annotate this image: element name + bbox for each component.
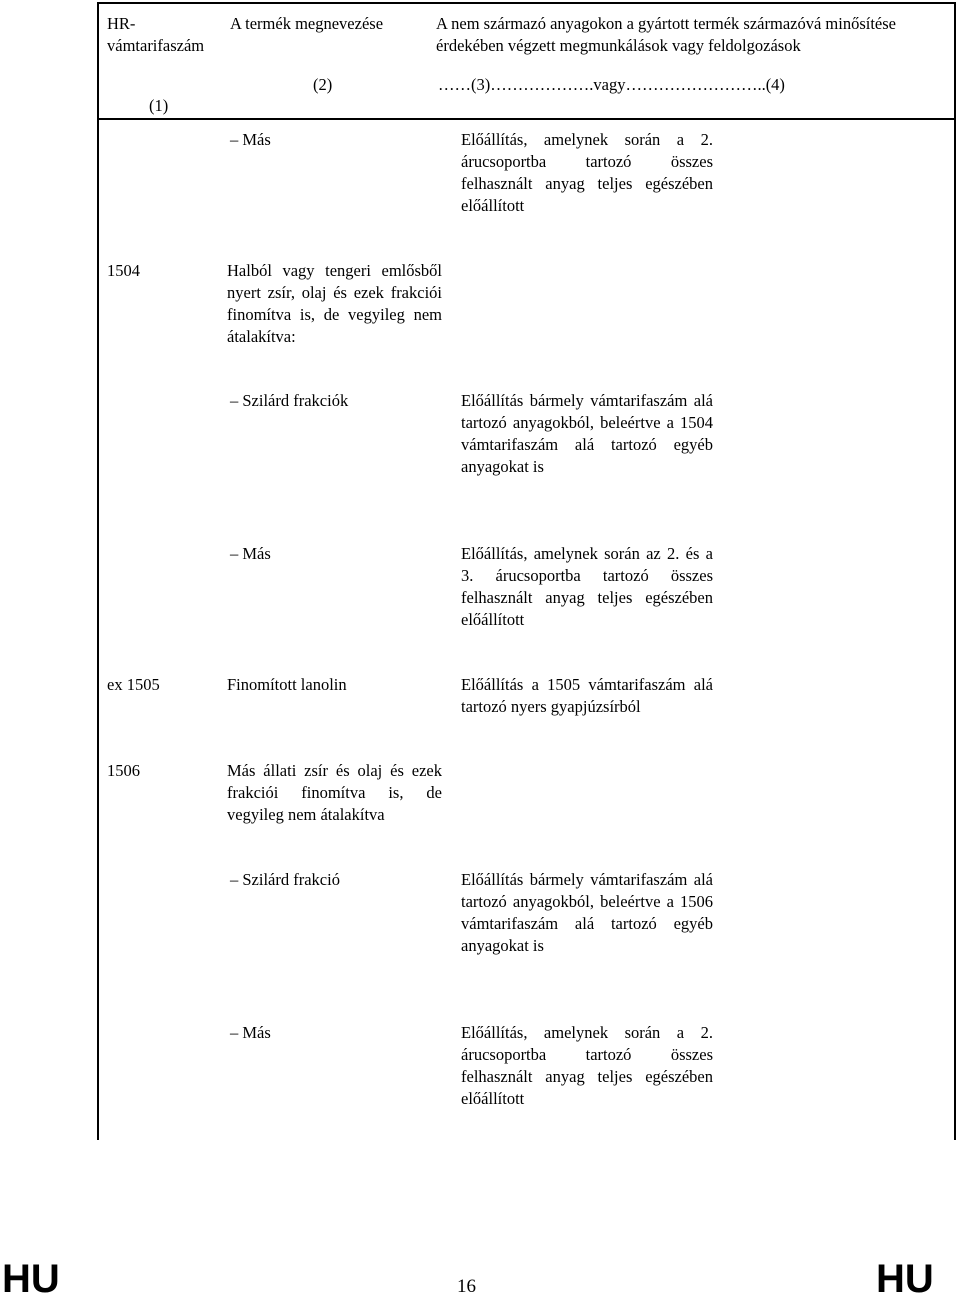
header-col-description: A termék megnevezése xyxy=(230,14,384,33)
table-row-rule: Előállítás a 1505 vámtarifaszám alá tartozó nyers gyapjúzsírból xyxy=(461,675,713,716)
table-row-desc: Halból vagy tengeri emlősből nyert zsír, olaj és ezek frakciói finomítva is, de vegyileg nem átalakítva: xyxy=(227,261,442,346)
header-num-1: (1) xyxy=(149,96,169,115)
header-col-code: HR- vámtarifaszám xyxy=(107,14,205,55)
header-bottom-border xyxy=(97,118,956,120)
table-left-border xyxy=(97,2,99,1140)
table-row-desc: – Más xyxy=(230,130,271,149)
table-row-rule: Előállítás, amelynek során a 2. árucsoportba tartozó összes felhasznált anyag teljes egészében előállított xyxy=(461,1023,713,1108)
header-num-2: (2) xyxy=(313,75,333,94)
table-row-code: 1506 xyxy=(107,761,140,780)
page-number: 16 xyxy=(457,1276,476,1297)
table-row-rule: Előállítás, amelynek során az 2. és a 3. árucsoportba tartozó összes felhasznált anyag teljes egészében előállított xyxy=(461,544,713,629)
table-right-border xyxy=(954,2,956,1140)
table-row-rule: Előállítás bármely vámtarifaszám alá tartozó anyagokból, beleértve a 1504 vámtarifaszám alá tartozó egyéb anyagokat is xyxy=(461,391,713,476)
table-row-desc: – Szilárd frakciók xyxy=(230,391,349,410)
table-row-code: 1504 xyxy=(107,261,140,280)
footer-country-code-right: HU xyxy=(876,1257,934,1301)
header-num-3-4: ……(3)……………….vagy……………………..(4) xyxy=(438,75,785,94)
table-row-desc: – Szilárd frakció xyxy=(230,870,340,889)
table-row-desc: – Más xyxy=(230,544,271,563)
table-row-desc: – Más xyxy=(230,1023,271,1042)
header-col-processing: A nem származó anyagokon a gyártott termék származóvá minősítése érdekében végzett megmunkálások vagy feldolgozások xyxy=(436,14,897,55)
table-row-rule: Előállítás bármely vámtarifaszám alá tartozó anyagokból, beleértve a 1506 vámtarifaszám alá tartozó egyéb anyagokat is xyxy=(461,870,713,955)
table-top-border xyxy=(97,2,956,4)
footer-country-code-left: HU xyxy=(2,1257,60,1301)
table-row-desc: Más állati zsír és olaj és ezek frakciói finomítva is, de vegyileg nem átalakítva xyxy=(227,761,442,824)
table-row-code: ex 1505 xyxy=(107,675,160,694)
table-row-rule: Előállítás, amelynek során a 2. árucsoportba tartozó összes felhasznált anyag teljes egészében előállított xyxy=(461,130,713,215)
table-row-desc: Finomított lanolin xyxy=(227,675,347,694)
